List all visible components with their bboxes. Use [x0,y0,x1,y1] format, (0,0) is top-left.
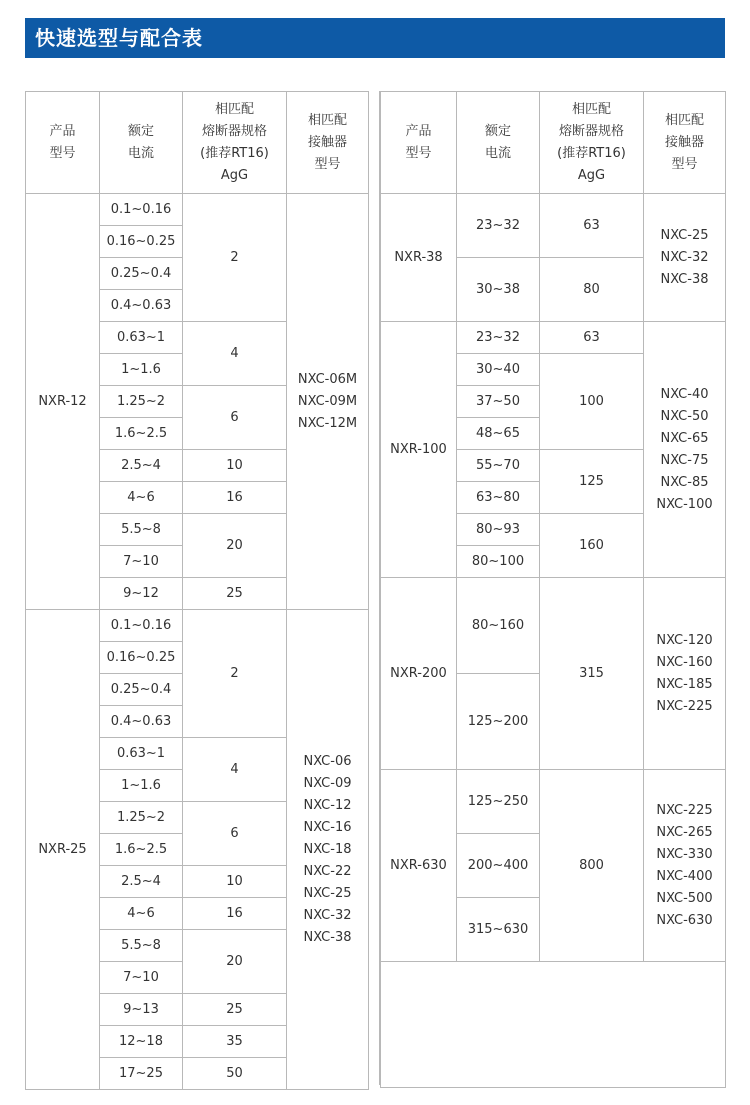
fuse-cell: 20 [183,930,287,994]
current-cell: 48~65 [457,418,540,450]
current-cell: 12~18 [100,1026,183,1058]
current-cell: 1~1.6 [100,354,183,386]
right-selection-table [380,91,726,1088]
current-cell: 9~12 [100,578,183,610]
current-cell: 0.25~0.4 [100,674,183,706]
header-fuse: 相匹配 熔断器规格 (推荐RT16) AgG [183,92,287,194]
contactor-cell: NXC-40 NXC-50 NXC-65 NXC-75 NXC-85 NXC-100 [644,322,726,578]
contactor-cell: NXC-06 NXC-09 NXC-12 NXC-16 NXC-18 NXC-22 NXC-25 NXC-32 NXC-38 [287,610,369,1090]
model-cell: NXR-38 [381,194,457,322]
fuse-cell: 6 [183,802,287,866]
model-cell: NXR-630 [381,770,457,962]
current-cell: 80~100 [457,546,540,578]
current-cell: 125~250 [457,770,540,834]
fuse-cell: 63 [540,194,644,258]
model-cell: NXR-200 [381,578,457,770]
header-row [381,92,726,194]
title-banner [25,18,725,58]
current-cell: 4~6 [100,482,183,514]
current-cell: 80~93 [457,514,540,546]
contactor-cell: NXC-25 NXC-32 NXC-38 [644,194,726,322]
current-cell: 5.5~8 [100,930,183,962]
current-cell: 4~6 [100,898,183,930]
fuse-cell: 10 [183,866,287,898]
current-cell: 63~80 [457,482,540,514]
table-row [381,194,726,258]
current-cell: 9~13 [100,994,183,1026]
current-cell: 37~50 [457,386,540,418]
fuse-cell: 16 [183,898,287,930]
fuse-cell: 125 [540,450,644,514]
fuse-cell: 63 [540,322,644,354]
current-cell: 1.25~2 [100,802,183,834]
fuse-cell: 2 [183,194,287,322]
fuse-cell: 2 [183,610,287,738]
fuse-cell: 25 [183,994,287,1026]
fuse-cell: 4 [183,738,287,802]
fuse-cell: 315 [540,578,644,770]
contactor-cell: NXC-225 NXC-265 NXC-330 NXC-400 NXC-500 NXC-630 [644,770,726,962]
contactor-cell: NXC-06M NXC-09M NXC-12M [287,194,369,610]
fuse-cell: 25 [183,578,287,610]
header-current: 额定 电流 [100,92,183,194]
current-cell: 0.4~0.63 [100,290,183,322]
current-cell: 2.5~4 [100,450,183,482]
fuse-cell: 80 [540,258,644,322]
current-cell: 1.6~2.5 [100,418,183,450]
current-cell: 17~25 [100,1058,183,1090]
model-cell: NXR-25 [26,610,100,1090]
current-cell: 315~630 [457,898,540,962]
current-cell: 7~10 [100,962,183,994]
header-current: 额定 电流 [457,92,540,194]
empty-row [381,962,726,1088]
current-cell: 200~400 [457,834,540,898]
fuse-cell: 16 [183,482,287,514]
current-cell: 30~38 [457,258,540,322]
current-cell: 30~40 [457,354,540,386]
current-cell: 0.1~0.16 [100,610,183,642]
current-cell: 0.4~0.63 [100,706,183,738]
current-cell: 1~1.6 [100,770,183,802]
model-cell: NXR-100 [381,322,457,578]
table-row [26,610,369,642]
current-cell: 7~10 [100,546,183,578]
table-row [381,322,726,354]
current-cell: 1.25~2 [100,386,183,418]
current-cell: 5.5~8 [100,514,183,546]
fuse-cell: 6 [183,386,287,450]
fuse-cell: 160 [540,514,644,578]
page-title: 快速选型与配合表 [35,26,203,50]
current-cell: 23~32 [457,194,540,258]
current-cell: 55~70 [457,450,540,482]
current-cell: 1.6~2.5 [100,834,183,866]
table-row [26,194,369,226]
current-cell: 80~160 [457,578,540,674]
header-fuse: 相匹配 熔断器规格 (推荐RT16) AgG [540,92,644,194]
empty-cell [381,962,726,1088]
header-model: 产品 型号 [381,92,457,194]
header-contactor: 相匹配 接触器 型号 [644,92,726,194]
current-cell: 0.25~0.4 [100,258,183,290]
header-model: 产品 型号 [26,92,100,194]
current-cell: 0.63~1 [100,322,183,354]
table-row [381,578,726,674]
current-cell: 0.16~0.25 [100,226,183,258]
fuse-cell: 100 [540,354,644,450]
model-cell: NXR-12 [26,194,100,610]
fuse-cell: 35 [183,1026,287,1058]
fuse-cell: 50 [183,1058,287,1090]
current-cell: 0.16~0.25 [100,642,183,674]
table-row [381,770,726,834]
table-divider [368,91,380,1085]
fuse-cell: 20 [183,514,287,578]
fuse-cell: 800 [540,770,644,962]
current-cell: 23~32 [457,322,540,354]
current-cell: 0.1~0.16 [100,194,183,226]
contactor-cell: NXC-120 NXC-160 NXC-185 NXC-225 [644,578,726,770]
header-row [26,92,369,194]
header-contactor: 相匹配 接触器 型号 [287,92,369,194]
fuse-cell: 4 [183,322,287,386]
fuse-cell: 10 [183,450,287,482]
current-cell: 125~200 [457,674,540,770]
current-cell: 2.5~4 [100,866,183,898]
current-cell: 0.63~1 [100,738,183,770]
left-selection-table [25,91,369,1090]
